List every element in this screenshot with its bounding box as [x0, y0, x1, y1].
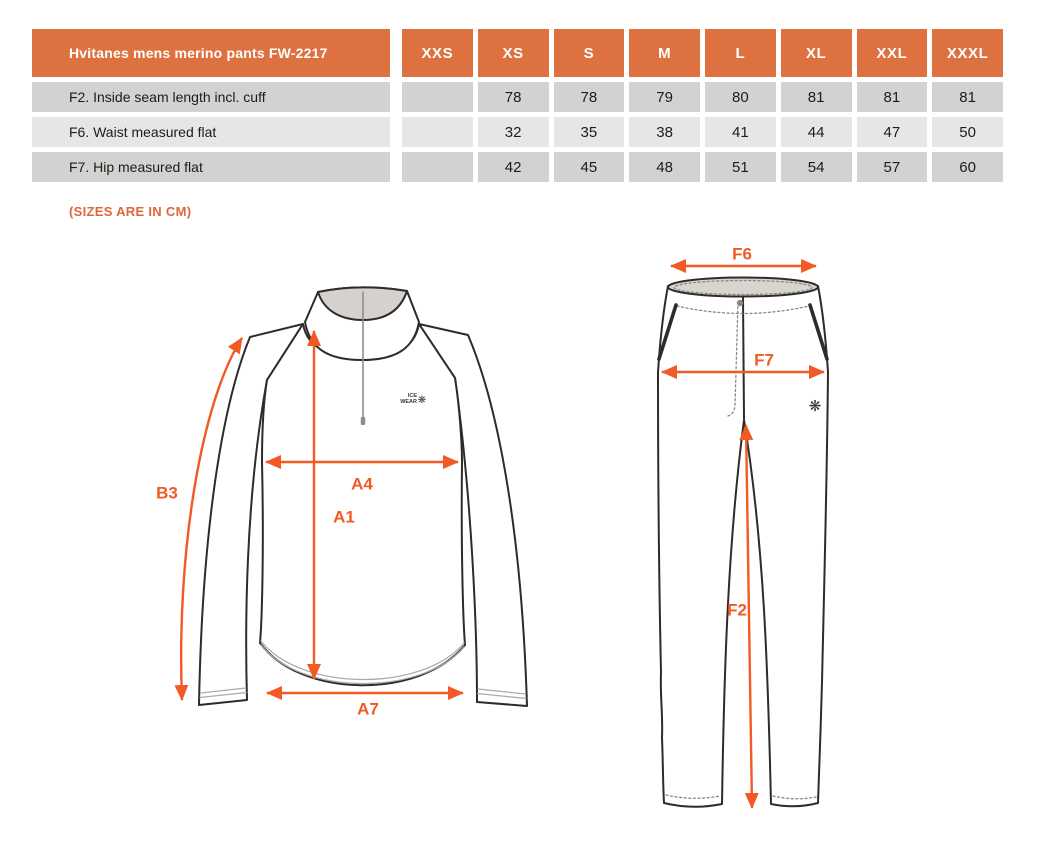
size-column-header-l: L	[705, 29, 776, 77]
dimension-label-f2: F2	[727, 600, 747, 620]
dimension-label-f6: F6	[732, 244, 752, 264]
pants-diagram	[625, 242, 1015, 852]
size-column-header-xxl: XXL	[857, 29, 928, 77]
size-value-cell: 38	[629, 117, 700, 147]
size-value-cell: 78	[554, 82, 625, 112]
size-value-cell: 42	[478, 152, 549, 182]
shirt-diagram	[150, 250, 570, 740]
dimension-label-a7: A7	[357, 699, 379, 719]
size-column-header-xxxl: XXXL	[932, 29, 1003, 77]
size-column-header-xs: XS	[478, 29, 549, 77]
table-row-f2	[32, 82, 1003, 112]
size-value-cell: 81	[781, 82, 852, 112]
shirt-zipper-pull	[361, 417, 365, 425]
brand-logo-text: ICE	[407, 393, 417, 399]
brand-logo-text: WEAR	[400, 399, 417, 405]
row-spacer	[395, 117, 397, 147]
size-table	[27, 24, 1008, 187]
size-column-header-xxs: XXS	[402, 29, 473, 77]
size-value-cell: 79	[629, 82, 700, 112]
size-value-cell: 32	[478, 117, 549, 147]
size-value-cell: 35	[554, 117, 625, 147]
size-value-cell: 78	[478, 82, 549, 112]
dimension-label-f7: F7	[754, 350, 774, 370]
table-title: Hvitanes mens merino pants FW-2217	[32, 29, 390, 77]
row-spacer	[395, 82, 397, 112]
pants-center-seam	[743, 297, 744, 419]
size-column-header-m: M	[629, 29, 700, 77]
row-spacer	[395, 152, 397, 182]
size-value-cell: 60	[932, 152, 1003, 182]
size-value-cell: 45	[554, 152, 625, 182]
table-row-f7	[32, 152, 1003, 182]
size-value-cell: 51	[705, 152, 776, 182]
size-value-cell: 81	[932, 82, 1003, 112]
size-column-header-s: S	[554, 29, 625, 77]
table-row-f6	[32, 117, 1003, 147]
units-note: (SIZES ARE IN CM)	[69, 204, 192, 219]
size-value-cell: 81	[857, 82, 928, 112]
header-row	[32, 29, 1003, 77]
column-spacer	[395, 29, 397, 77]
snowflake-icon: ❋	[808, 398, 822, 415]
size-value-cell	[402, 152, 473, 182]
pants-waist-opening	[668, 278, 818, 297]
size-value-cell: 80	[705, 82, 776, 112]
dimension-label-a1: A1	[333, 507, 355, 527]
size-value-cell: 44	[781, 117, 852, 147]
dimension-label-b3: B3	[156, 483, 178, 503]
dimension-label-a4: A4	[351, 474, 373, 494]
size-value-cell: 57	[857, 152, 928, 182]
size-value-cell	[402, 82, 473, 112]
row-label: F2. Inside seam length incl. cuff	[32, 82, 390, 112]
snowflake-icon: ❋	[417, 395, 427, 406]
row-label: F7. Hip measured flat	[32, 152, 390, 182]
size-value-cell: 47	[857, 117, 928, 147]
row-label: F6. Waist measured flat	[32, 117, 390, 147]
size-value-cell: 50	[932, 117, 1003, 147]
size-column-header-xl: XL	[781, 29, 852, 77]
size-value-cell: 41	[705, 117, 776, 147]
size-value-cell: 54	[781, 152, 852, 182]
size-value-cell	[402, 117, 473, 147]
waist-button	[737, 300, 743, 306]
size-value-cell: 48	[629, 152, 700, 182]
